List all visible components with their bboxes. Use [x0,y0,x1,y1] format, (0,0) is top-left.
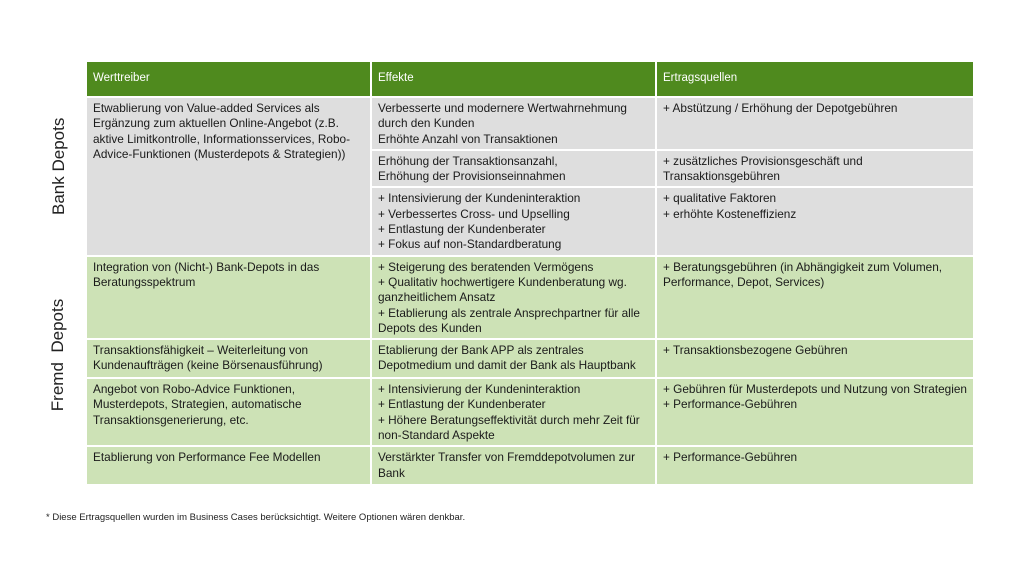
table-row [86,339,974,378]
fremd-depots-label: Fremd Depots [48,298,67,412]
cell-werttreiber: Integration von (Nicht-) Bank-Depots in das Beratungsspektrum [86,256,371,339]
cell-effekte: Verbesserte und modernere Wertwahrnehmung durch den Kunden Erhöhte Anzahl von Transaktionen [371,97,656,150]
cell-effekte: Etablierung der Bank APP als zentrales Depotmedium und damit der Bank als Hauptbank [371,339,656,378]
cell-effekte: Verstärkter Transfer von Fremddepotvolumen zur Bank [371,446,656,485]
cell-ertrag: + zusätzliches Provisionsgeschäft und Transaktionsgebühren [656,150,974,188]
cell-effekte: + Steigerung des beratenden Vermögens + Qualitativ hochwertigere Kundenberatung wg. ganzheitlichem Ansatz + Etablierung als zentrale Ansprechpartner für alle Depots des Kunden [371,256,656,339]
header-werttreiber: Werttreiber [86,61,371,97]
cell-werttreiber: Angebot von Robo-Advice Funktionen, Musterdepots, Strategien, automatische Transaktionsgenerierung, etc. [86,378,371,446]
bank-depots-label: Bank Depots [49,117,68,215]
table-row [86,378,974,446]
footnote: * Diese Ertragsquellen wurden im Business Cases berücksichtigt. Weitere Optionen wären denkbar. [46,512,466,523]
table-row [86,97,974,150]
header-effekte: Effekte [371,61,656,97]
cell-effekte: + Intensivierung der Kundeninteraktion + Verbessertes Cross- und Upselling + Entlastung der Kundenberater + Fokus auf non-Standardberatung [371,187,656,255]
table-header-row [86,61,974,97]
cell-ertrag: + qualitative Faktoren + erhöhte Kosteneffizienz [656,187,974,255]
value-driver-table [85,60,975,486]
cell-ertrag: + Beratungsgebühren (in Abhängigkeit zum Volumen, Performance, Depot, Services) [656,256,974,339]
cell-effekte: Erhöhung der Transaktionsanzahl, Erhöhung der Provisionseinnahmen [371,150,656,188]
cell-werttreiber: Etwablierung von Value-added Services als Ergänzung zum aktuellen Online-Angebot (z.B. aktive Limitkontrolle, Informationsservices, Robo-Advice-Funktionen (Musterdepots & Strategien)) [86,97,371,256]
header-ertragsquellen: Ertragsquellen [656,61,974,97]
cell-werttreiber: Etablierung von Performance Fee Modellen [86,446,371,485]
cell-werttreiber: Transaktionsfähigkeit – Weiterleitung von Kundenaufträgen (keine Börsenausführung) [86,339,371,378]
cell-ertrag: + Abstützung / Erhöhung der Depotgebühren [656,97,974,150]
table-row [86,256,974,339]
cell-effekte: + Intensivierung der Kundeninteraktion + Entlastung der Kundenberater + Höhere Beratungseffektivität durch mehr Zeit für non-Standard Aspekte [371,378,656,446]
cell-ertrag: + Performance-Gebühren [656,446,974,485]
cell-ertrag: + Transaktionsbezogene Gebühren [656,339,974,378]
cell-ertrag: + Gebühren für Musterdepots und Nutzung von Strategien + Performance-Gebühren [656,378,974,446]
table-row [86,446,974,485]
